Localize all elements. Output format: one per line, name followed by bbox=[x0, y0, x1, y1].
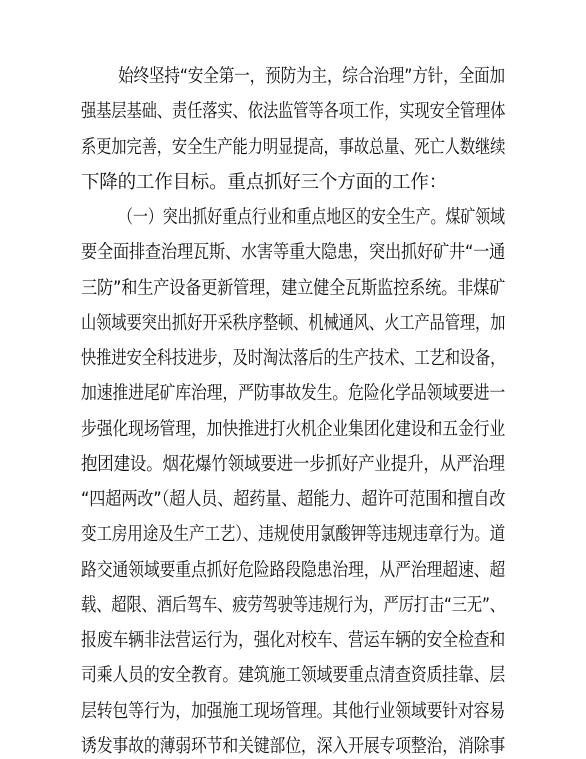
text-line: 诱发事故的薄弱环节和关键部位，深入开展专项整治，消除事 bbox=[81, 736, 506, 757]
text-line: 下降的工作目标。重点抓好三个方面的工作： bbox=[81, 171, 448, 193]
text-line: 路交通领域要重点抓好危险路段隐患治理，从严治理超速、超 bbox=[81, 559, 506, 581]
text-line: 载、超限、酒后驾车、疲劳驾驶等违规行为，严厉打击“三无”、 bbox=[81, 594, 505, 616]
text-line: （一）突出抓好重点行业和重点地区的安全生产。煤矿领域 bbox=[118, 207, 505, 229]
text-line: 强基层基础、责任落实、依法监管等各项工作，实现安全管理体 bbox=[81, 101, 506, 123]
text-line: 报废车辆非法营运行为，强化对校车、营运车辆的安全检查和 bbox=[81, 630, 506, 652]
text-line: 抱团建设。烟花爆竹领域要进一步抓好产业提升，从严治理 bbox=[81, 453, 505, 475]
text-line: 山领域要突出抓好开采秩序整顿、机械通风、火工产品管理，加 bbox=[81, 312, 506, 334]
text-line: “四超两改”（超人员、超药量、超能力、超许可范围和擅自改 bbox=[81, 489, 506, 511]
text-line: 快推进安全科技进步，及时淘汰落后的生产技术、工艺和设备， bbox=[81, 348, 506, 370]
text-line: 步强化现场管理，加快推进打火机企业集团化建设和五金行业 bbox=[81, 418, 506, 440]
text-line: 层转包等行为，加强施工现场管理。其他行业领域要针对容易 bbox=[81, 700, 506, 722]
text-line: 始终坚持“安全第一，预防为主，综合治理”方针，全面加 bbox=[118, 66, 505, 87]
text-line: 司乘人员的安全教育。建筑施工领域要重点清查资质挂靠、层 bbox=[81, 665, 506, 687]
text-line: 要全面排查治理瓦斯、水害等重大隐患，突出抓好矿井“一通 bbox=[81, 242, 506, 264]
text-line: 系更加完善，安全生产能力明显提高，事故总量、死亡人数继续 bbox=[81, 136, 506, 158]
text-line: 三防”和生产设备更新管理，建立健全瓦斯监控系统。非煤矿 bbox=[81, 277, 506, 299]
text-line: 加速推进尾矿库治理，严防事故发生。危险化学品领域要进一 bbox=[81, 383, 506, 405]
text-line: 变工房用途及生产工艺）、违规使用氯酸钾等违规违章行为。道 bbox=[81, 524, 506, 546]
